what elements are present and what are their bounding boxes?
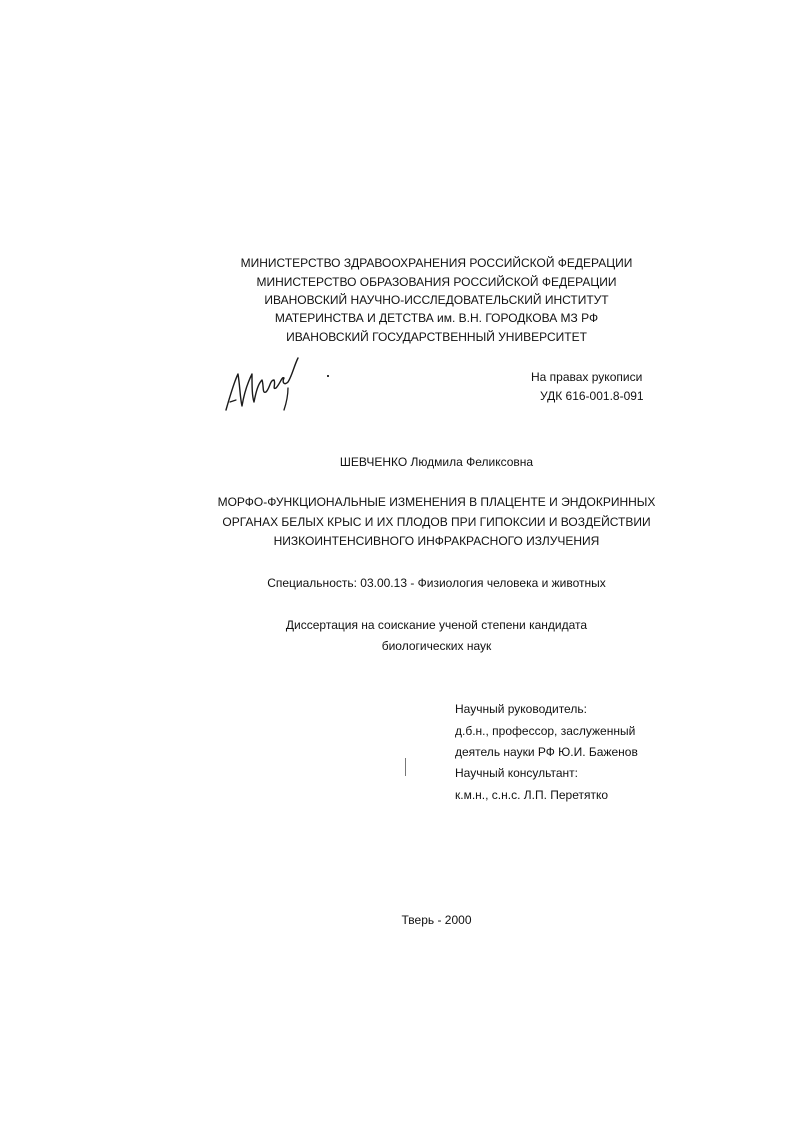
advisor-line-3: деятель науки РФ Ю.И. Баженов xyxy=(455,745,638,759)
institution-line-1: МИНИСТЕРСТВО ЗДРАВООХРАНЕНИЯ РОССИЙСКОЙ ФЕДЕРАЦИИ xyxy=(240,256,633,270)
institution-line-3: ИВАНОВСКИЙ НАУЧНО-ИССЛЕДОВАТЕЛЬСКИЙ ИНСТИТУТ xyxy=(264,293,609,307)
degree-line-1: Диссертация на соискание ученой степени кандидата xyxy=(285,618,588,632)
consultant-line-2: к.м.н., с.н.с. Л.П. Перетятко xyxy=(455,788,609,802)
institution-line-4: МАТЕРИНСТВА И ДЕТСТВА им. В.Н. ГОРОДКОВА МЗ РФ xyxy=(274,311,599,325)
handwritten-signature xyxy=(222,352,304,418)
advisor-line-1: Научный руководитель: xyxy=(455,702,587,716)
institution-line-5: ИВАНОВСКИЙ ГОСУДАРСТВЕННЫЙ УНИВЕРСИТЕТ xyxy=(286,330,587,344)
consultant-line-1: Научный консультант: xyxy=(455,766,578,780)
rights-reserved: На правах рукописи xyxy=(531,370,643,384)
scan-speck xyxy=(327,375,329,377)
place-year: Тверь - 2000 xyxy=(401,913,472,927)
scan-artifact-line xyxy=(405,758,406,776)
specialty: Специальность: 03.00.13 - Физиология человека и животных xyxy=(267,576,606,590)
title-line-1: МОРФО-ФУНКЦИОНАЛЬНЫЕ ИЗМЕНЕНИЯ В ПЛАЦЕНТЕ И ЭНДОКРИННЫХ xyxy=(217,495,656,509)
author-name: ШЕВЧЕНКО Людмила Феликсовна xyxy=(339,455,534,469)
degree-line-2: биологических наук xyxy=(381,639,492,653)
title-line-3: НИЗКОИНТЕНСИВНОГО ИНФРАКРАСНОГО ИЗЛУЧЕНИЯ xyxy=(273,534,600,548)
title-line-2: ОРГАНАХ БЕЛЫХ КРЫС И ИХ ПЛОДОВ ПРИ ГИПОКСИИ И ВОЗДЕЙСТВИИ xyxy=(222,515,651,529)
udk-code: УДК 616-001.8-091 xyxy=(540,389,644,403)
advisor-line-2: д.б.н., профессор, заслуженный xyxy=(455,724,636,738)
institution-line-2: МИНИСТЕРСТВО ОБРАЗОВАНИЯ РОССИЙСКОЙ ФЕДЕРАЦИИ xyxy=(256,275,617,289)
